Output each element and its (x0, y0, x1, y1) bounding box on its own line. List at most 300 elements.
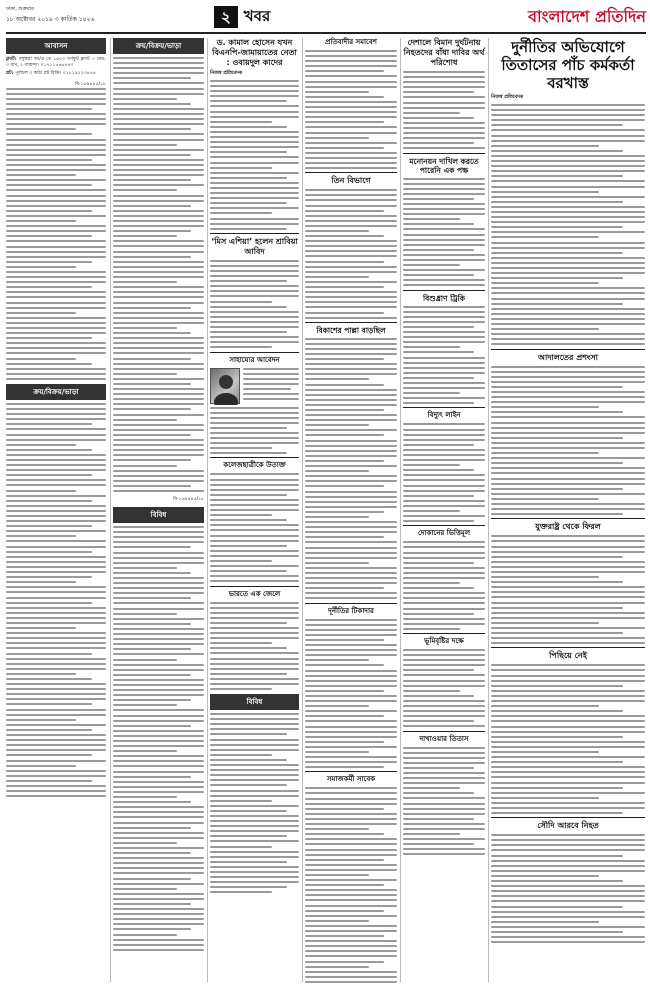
text-line (305, 399, 397, 401)
text-line (210, 744, 299, 746)
text-line (113, 490, 204, 492)
text-line (491, 720, 645, 722)
text-line (305, 194, 397, 196)
text-line (491, 452, 599, 454)
text-line (113, 842, 177, 844)
text-line (403, 587, 474, 589)
text-line (305, 434, 384, 436)
text-line (113, 872, 204, 874)
text-line (210, 800, 272, 802)
text-line (305, 592, 397, 594)
text-line (491, 391, 645, 393)
text-line (210, 846, 272, 848)
text-line (305, 496, 397, 498)
text-line (210, 346, 272, 348)
story-body (403, 541, 485, 630)
text-line (491, 761, 623, 763)
text-line (403, 213, 485, 215)
text-line (305, 935, 384, 937)
text-line (113, 139, 204, 141)
text-line (113, 373, 177, 375)
text-line (113, 765, 204, 767)
text-line (113, 154, 191, 156)
text-line (113, 159, 204, 161)
text-line (403, 269, 485, 271)
text-line (491, 124, 623, 126)
text-line (210, 810, 287, 812)
text-line (6, 332, 106, 334)
story-body (403, 747, 485, 856)
text-line (491, 776, 645, 778)
text-line (305, 955, 397, 957)
text-line (403, 757, 485, 759)
text-line (6, 337, 92, 339)
text-line (491, 875, 599, 877)
text-line (210, 683, 299, 685)
text-line (113, 811, 204, 813)
text-line (305, 65, 397, 67)
text-line (403, 669, 474, 671)
text-line (403, 306, 485, 308)
text-line (491, 637, 645, 639)
text-line (403, 392, 460, 394)
text-line (113, 470, 204, 472)
text-line (305, 450, 397, 452)
text-line (113, 235, 177, 237)
text-line (6, 749, 106, 751)
text-line (113, 118, 204, 120)
text-line (403, 357, 485, 359)
text-line (113, 93, 204, 95)
text-line (113, 908, 204, 910)
text-line (403, 249, 474, 251)
text-line (6, 744, 106, 746)
text-line (210, 260, 299, 262)
text-line (403, 259, 485, 261)
text-line (305, 50, 397, 52)
text-line (6, 93, 106, 95)
text-line (210, 876, 299, 878)
text-line (403, 767, 474, 769)
text-line (210, 678, 299, 680)
text-line (210, 136, 299, 138)
text-line (403, 649, 485, 651)
text-line (113, 745, 204, 747)
text-line (113, 781, 204, 783)
text-line (113, 928, 191, 930)
text-line (6, 535, 76, 537)
column-rule (302, 38, 303, 982)
text-line (113, 133, 204, 135)
text-line (491, 551, 645, 553)
text-line (491, 622, 599, 624)
story-body (305, 787, 397, 984)
text-line (491, 226, 623, 228)
text-line (113, 567, 177, 569)
text-line (113, 806, 204, 808)
text-line (491, 607, 623, 609)
text-line (403, 429, 485, 431)
newspaper-name: বাংলাদেশ প্রতিদিন (528, 6, 646, 26)
text-line (113, 735, 204, 737)
text-line (210, 815, 299, 817)
text-line (403, 284, 485, 286)
text-line (305, 91, 369, 93)
text-line (210, 223, 299, 225)
text-line (6, 602, 92, 604)
text-line (6, 495, 106, 497)
text-line (403, 838, 485, 840)
text-line (305, 526, 397, 528)
text-line (491, 802, 645, 804)
text-line (113, 689, 204, 691)
text-line (113, 57, 204, 59)
text-line (403, 76, 485, 78)
text-line (305, 746, 397, 748)
text-line (6, 363, 92, 365)
text-line (491, 566, 645, 568)
text-line (6, 770, 106, 772)
text-line (113, 184, 204, 186)
divider (210, 233, 299, 234)
text-line (305, 700, 397, 702)
section-title: খবর (243, 6, 271, 25)
text-line (491, 186, 645, 188)
text-line (305, 116, 397, 118)
text-line (210, 306, 287, 308)
text-line (210, 341, 299, 343)
text-line (403, 690, 460, 692)
text-line (491, 746, 645, 748)
text-line (305, 409, 384, 411)
text-line (6, 98, 106, 100)
text-line (403, 552, 485, 554)
text-line (403, 618, 485, 620)
text-line (305, 189, 397, 191)
text-line (403, 326, 474, 328)
text-line (6, 215, 106, 217)
text-line (305, 205, 397, 207)
story-body (305, 338, 397, 600)
text-line (6, 200, 106, 202)
text-line (403, 485, 485, 487)
text-line (210, 519, 287, 521)
text-line (403, 218, 460, 220)
text-line (491, 343, 645, 345)
text-line (305, 680, 397, 682)
text-line (6, 469, 106, 471)
text-line (491, 921, 599, 923)
text-line (210, 550, 299, 552)
text-line (403, 695, 474, 697)
text-line (6, 428, 106, 430)
story-headline: দূর্নীতির টিকাদার (328, 606, 374, 615)
text-line (210, 442, 299, 444)
story-byline: নিজস্ব প্রতিবেদক (210, 71, 243, 76)
text-line (113, 337, 204, 339)
text-line (305, 373, 397, 375)
column-rule (488, 38, 489, 982)
classified-text-block (113, 57, 204, 492)
text-line (210, 422, 299, 424)
text-line (113, 113, 204, 115)
text-line (305, 516, 369, 518)
text-line (403, 228, 485, 230)
text-line (6, 164, 106, 166)
divider (403, 407, 485, 408)
text-line (210, 764, 299, 766)
text-line (305, 167, 397, 169)
text-line (403, 331, 485, 333)
story-headline: ভূমিবৃষ্টির দক্ষে (424, 637, 464, 645)
newspaper-logo (528, 4, 646, 30)
text-line (305, 317, 397, 319)
text-line (491, 262, 645, 264)
text-line (403, 705, 485, 707)
text-line (491, 231, 645, 233)
text-line (113, 266, 204, 268)
text-line (210, 637, 299, 639)
text-line (6, 342, 106, 344)
text-line (113, 577, 204, 579)
text-line (210, 790, 299, 792)
divider (403, 731, 485, 732)
text-line (210, 580, 299, 582)
text-line (6, 632, 106, 634)
text-line (491, 642, 645, 644)
text-line (491, 282, 599, 284)
text-line (403, 198, 474, 200)
text-line (403, 203, 485, 205)
text-line (113, 643, 204, 645)
text-line (305, 306, 397, 308)
text-line (403, 86, 485, 88)
story-body (210, 602, 299, 691)
text-line (210, 427, 287, 429)
text-line (210, 162, 299, 164)
lead-byline: নিজস্ব প্রতিবেদক (491, 95, 524, 100)
text-line (403, 674, 485, 676)
text-line (305, 60, 397, 62)
text-line (403, 710, 485, 712)
text-line (6, 484, 106, 486)
text-line (403, 567, 485, 569)
text-line (113, 444, 204, 446)
text-line (491, 298, 645, 300)
text-line (113, 251, 204, 253)
text-line (403, 520, 474, 522)
text-line (305, 485, 384, 487)
text-line (305, 889, 397, 891)
text-line (305, 940, 397, 942)
text-line (113, 342, 204, 344)
text-line (113, 669, 204, 671)
text-line (305, 869, 397, 871)
text-line (403, 351, 474, 353)
text-line (210, 146, 299, 148)
text-line (491, 165, 645, 167)
text-line (403, 107, 485, 109)
text-line (113, 531, 204, 533)
text-line (6, 220, 76, 222)
text-line (210, 90, 299, 92)
masthead (6, 4, 646, 34)
text-line (491, 513, 623, 515)
text-line (113, 898, 204, 900)
text-line (6, 551, 92, 553)
text-line (210, 840, 299, 842)
text-line (113, 704, 177, 706)
text-line (403, 444, 474, 446)
text-line (305, 286, 384, 288)
story-headline: তিন বিভাগে (331, 176, 371, 186)
classifieds-column-1 (6, 38, 106, 800)
text-line (491, 140, 645, 142)
text-line (113, 903, 191, 905)
text-line (305, 899, 397, 901)
text-line (113, 347, 204, 349)
story-headline: ‘মিস এশিয়া’ হলেন শ্রাবিয়া আবিদ (211, 236, 298, 256)
text-line (403, 367, 485, 369)
text-line (113, 103, 191, 105)
text-line (113, 918, 204, 920)
text-line (491, 201, 623, 203)
text-line (305, 389, 397, 391)
text-line (113, 62, 204, 64)
text-line (305, 132, 397, 134)
text-line (491, 216, 645, 218)
lead-headline: দুর্নীতির অভিযোগে তিতাসের পাঁচ কর্মকর্তা বরখাস্ত (501, 38, 635, 92)
text-line (403, 81, 485, 83)
text-line (210, 555, 299, 557)
text-line (305, 552, 397, 554)
text-line (6, 240, 106, 242)
news-column-5 (403, 38, 485, 859)
text-line (6, 271, 106, 273)
text-line (491, 916, 645, 918)
text-line (210, 891, 272, 893)
text-line (305, 582, 397, 584)
text-line (491, 493, 645, 495)
text-line (113, 312, 204, 314)
text-line (403, 434, 485, 436)
text-line (305, 859, 384, 861)
text-line (305, 460, 384, 462)
text-line (403, 853, 485, 855)
text-line (403, 787, 460, 789)
text-line (403, 117, 474, 119)
text-line (403, 592, 485, 594)
text-line (6, 179, 106, 181)
text-line (6, 658, 106, 660)
text-line (6, 174, 76, 176)
story-body (210, 473, 299, 582)
text-line (305, 966, 369, 968)
classifieds-column-2 (113, 38, 204, 954)
text-line (491, 741, 645, 743)
text-line (210, 100, 287, 102)
text-line (305, 245, 397, 247)
text-line (113, 408, 191, 410)
text-line (491, 627, 645, 629)
text-line (6, 296, 106, 298)
text-line (305, 654, 397, 656)
text-line (491, 885, 645, 887)
story-headline: বিশুধ্রাণ ট্রিকি (422, 293, 466, 303)
divider (491, 817, 645, 818)
text-line (210, 499, 299, 501)
text-line (491, 911, 645, 913)
text-line (403, 459, 485, 461)
text-line (6, 230, 106, 232)
text-line (113, 363, 204, 365)
text-line (403, 572, 485, 574)
text-line (305, 506, 397, 508)
text-line (210, 688, 272, 690)
text-line (305, 690, 384, 692)
text-line (491, 287, 645, 289)
text-line (210, 881, 299, 883)
text-line (305, 531, 397, 533)
text-line (6, 556, 106, 558)
text-line (403, 127, 485, 129)
text-line (113, 128, 191, 130)
text-line (113, 454, 204, 456)
text-line (113, 699, 191, 701)
text-line (491, 870, 645, 872)
text-line (113, 388, 204, 390)
text-line (243, 388, 291, 390)
text-line (403, 137, 485, 139)
masthead-date: ১৮ অক্টোবর ২০১৯ ৩ কার্তিক ১৪২৬ (6, 16, 95, 23)
text-line (403, 623, 485, 625)
text-line (491, 736, 623, 738)
text-line (491, 855, 623, 857)
text-line (113, 816, 204, 818)
text-line (210, 728, 299, 730)
text-line (305, 157, 397, 159)
masthead-label: ঢাকা, শুক্রবার (6, 6, 34, 12)
text-line (243, 383, 299, 385)
text-line (491, 807, 645, 809)
text-line (113, 307, 191, 309)
text-line (210, 524, 299, 526)
text-line (210, 197, 299, 199)
story-body (210, 260, 299, 349)
text-line (210, 452, 287, 454)
text-line (305, 199, 397, 201)
text-line (403, 490, 485, 492)
text-line (403, 772, 485, 774)
text-line (305, 930, 397, 932)
text-line (305, 343, 397, 345)
text-line (113, 822, 204, 824)
text-line (113, 552, 204, 554)
story-body (403, 306, 485, 405)
text-line (6, 88, 106, 90)
classified-text-block (6, 403, 106, 797)
text-line (491, 535, 645, 537)
text-line (210, 270, 299, 272)
text-line (210, 504, 299, 506)
text-line (491, 591, 645, 593)
text-line (113, 562, 204, 564)
text-line (210, 417, 299, 419)
text-line (305, 961, 384, 963)
text-line (113, 852, 191, 854)
text-line (305, 664, 384, 666)
classified-text-block (113, 526, 204, 951)
